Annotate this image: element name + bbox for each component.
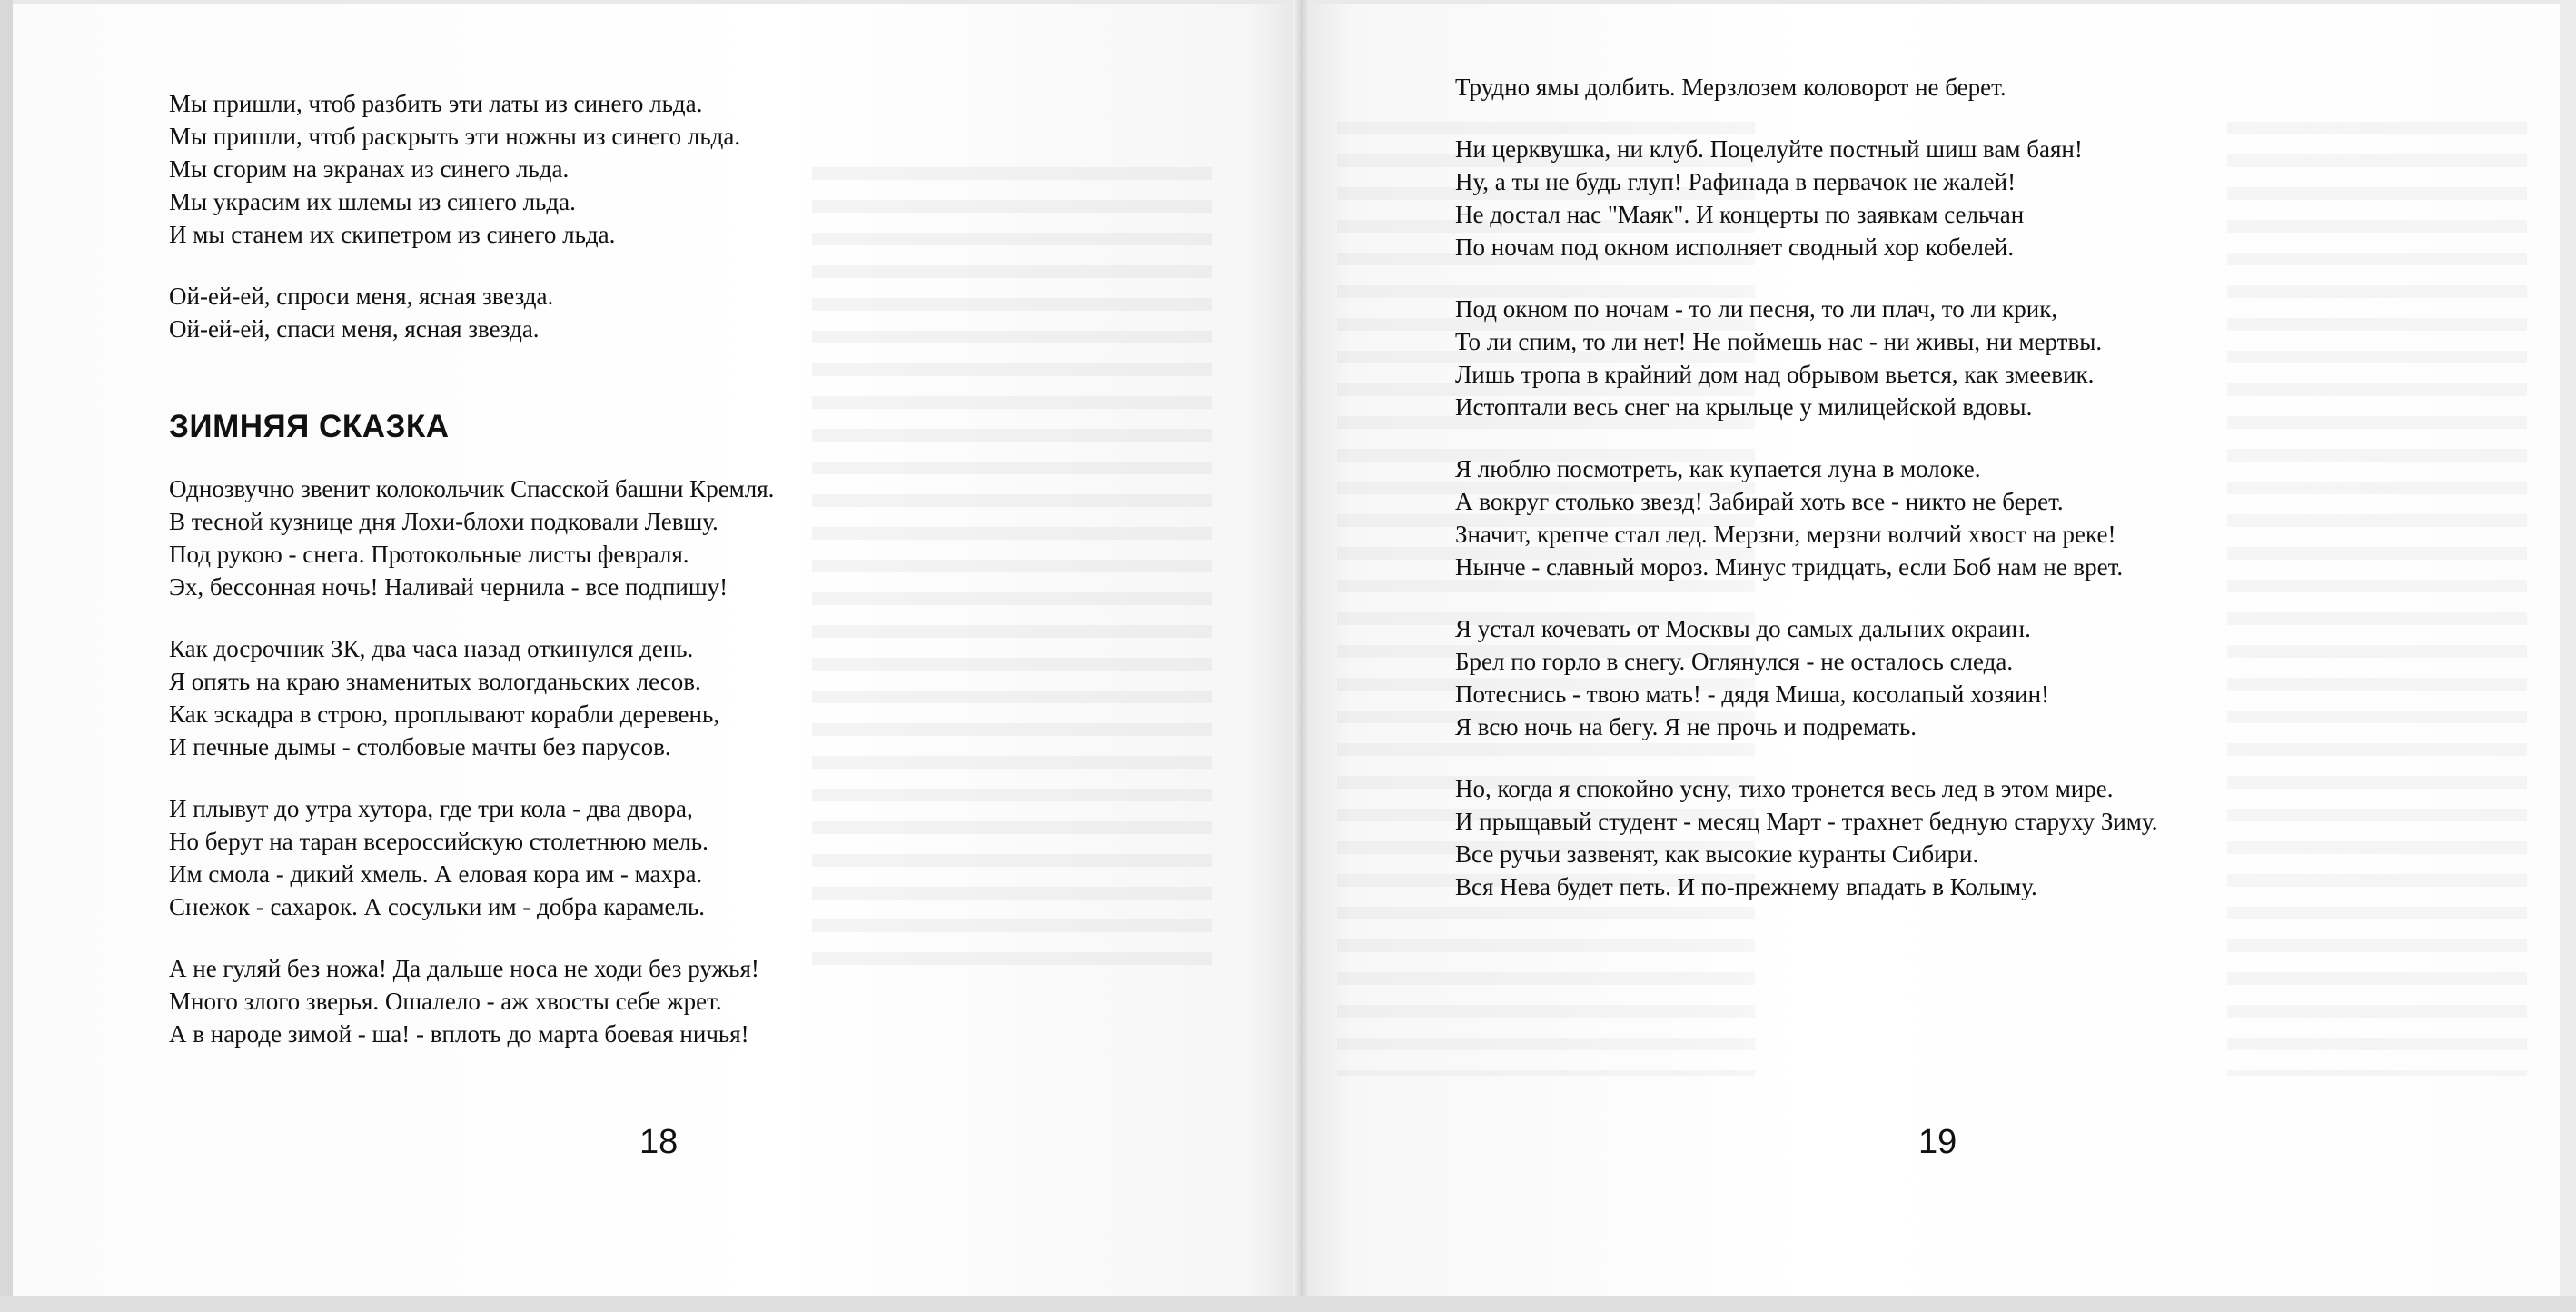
text-line: Как досрочник ЗК, два часа назад откинулся день.: [169, 635, 694, 662]
text-line: Снежок - сахарок. А сосульки им - добра карамель.: [169, 893, 706, 920]
stanza-3: [1455, 293, 2157, 423]
scan-bottom-strip: [0, 1296, 2576, 1312]
text-line: И прыщавый студент - месяц Март - трахнет бедную старуху Зиму.: [1455, 808, 2158, 835]
scan-edge-right: [2558, 0, 2576, 1312]
text-line: Под рукою - снега. Протокольные листы февраля.: [169, 541, 689, 568]
stanza-1: [1455, 71, 2157, 104]
song-stanza-3: [169, 792, 774, 923]
text-line: Все ручьи зазвенят, как высокие куранты Сибири.: [1455, 840, 1979, 868]
text-line: Им смола - дикий хмель. А еловая кора им - махра.: [169, 860, 703, 888]
stanza-2: [169, 280, 774, 345]
text-line: Ну, а ты не будь глуп! Рафинада в первачок не жалей!: [1455, 168, 2016, 195]
text-line: Я устал кочевать от Москвы до самых дальних окраин.: [1455, 615, 2031, 642]
text-line: Ой-ей-ей, спаси меня, ясная звезда.: [169, 315, 540, 343]
book-spine: [1293, 0, 1310, 1312]
left-page: [13, 4, 1301, 1296]
text-line: По ночам под окном исполняет сводный хор кобелей.: [1455, 234, 2015, 261]
text-line: А вокруг столько звезд! Забирай хоть все - никто не берет.: [1455, 488, 2064, 515]
stanza-6: [1455, 772, 2157, 903]
text-line: Как эскадра в строю, проплывают корабли деревень,: [169, 701, 720, 728]
text-line: Но, когда я спокойно усну, тихо тронется весь лед в этом мире.: [1455, 775, 2114, 802]
text-line: Ни церквушка, ни клуб. Поцелуйте постный шиш вам баян!: [1455, 135, 2083, 163]
text-line: Истоптали весь снег на крыльце у милицейской вдовы.: [1455, 393, 2033, 421]
text-line: В тесной кузнице дня Лохи-блохи подковали Левшу.: [169, 508, 718, 535]
text-line: Я люблю посмотреть, как купается луна в молоке.: [1455, 455, 1981, 482]
text-line: Не достал нас "Маяк". И концерты по заявкам сельчан: [1455, 201, 2025, 228]
text-line: Много злого зверья. Ошалело - аж хвосты себе жрет.: [169, 988, 722, 1015]
text-line: Но берут на таран всероссийскую столетнюю мель.: [169, 828, 708, 855]
page-number-left: 18: [639, 1123, 679, 1161]
right-text-column: [1455, 71, 2157, 932]
song-stanza-4: [169, 952, 774, 1050]
text-line: Брел по горло в снегу. Оглянулся - не осталось следа.: [1455, 648, 2014, 675]
text-line: Под окном по ночам - то ли песня, то ли плач, то ли крик,: [1455, 295, 2058, 323]
text-line: И плывут до утра хутора, где три кола - два двора,: [169, 795, 693, 822]
text-line: То ли спим, то ли нет! Не поймешь нас - ни живы, ни мертвы.: [1455, 328, 2103, 355]
text-line: Значит, крепче стал лед. Мерзни, мерзни волчий хвост на реке!: [1455, 521, 2116, 548]
text-line: Мы пришли, чтоб разбить эти латы из синего льда.: [169, 90, 703, 117]
text-line: Лишь тропа в крайний дом над обрывом вьется, как змеевик.: [1455, 361, 2095, 388]
text-line: Мы украсим их шлемы из синего льда.: [169, 188, 576, 215]
song-title: ЗИМНЯЯ СКАЗКА: [169, 409, 450, 444]
text-line: И печные дымы - столбовые мачты без парусов.: [169, 733, 671, 760]
text-line: Потеснись - твою мать! - дядя Миша, косолапый хозяин!: [1455, 681, 2050, 708]
stanza-1: [169, 87, 774, 251]
text-line: Трудно ямы долбить. Мерзлозем коловорот не берет.: [1455, 74, 2006, 101]
stanza-5: [1455, 612, 2157, 743]
show-through-lines-right-2: [2227, 122, 2527, 1076]
text-line: А в народе зимой - ша! - вплоть до марта боевая ничья!: [169, 1020, 749, 1048]
text-line: Однозвучно звенит колокольчик Спасской башни Кремля.: [169, 475, 775, 502]
stanza-4: [1455, 452, 2157, 583]
text-line: Я всю ночь на бегу. Я не прочь и подремать.: [1455, 713, 1917, 740]
stanza-2: [1455, 133, 2157, 263]
text-line: Вся Нева будет петь. И по-прежнему впадать в Колыму.: [1455, 873, 2037, 900]
page-number-right: 19: [1918, 1123, 1957, 1161]
right-page: [1301, 4, 2560, 1296]
show-through-lines-left: [812, 167, 1212, 985]
text-line: А не гуляй без ножа! Да дальше носа не ходи без ружья!: [169, 955, 759, 982]
text-line: Я опять на краю знаменитых вологданьских лесов.: [169, 668, 701, 695]
song-stanza-2: [169, 632, 774, 763]
text-line: Мы сгорим на экранах из синего льда.: [169, 155, 570, 183]
text-line: И мы станем их скипетром из синего льда.: [169, 221, 616, 248]
scan-edge-left: [0, 0, 13, 1312]
text-line: Нынче - славный мороз. Минус тридцать, если Боб нам не врет.: [1455, 553, 2124, 581]
text-line: Мы пришли, чтоб раскрыть эти ножны из синего льда.: [169, 123, 741, 150]
text-line: Эх, бессонная ночь! Наливай чернила - все подпишу!: [169, 573, 728, 601]
song-stanza-1: [169, 472, 774, 603]
text-line: Ой-ей-ей, спроси меня, ясная звезда.: [169, 283, 554, 310]
left-text-column: [169, 87, 774, 1079]
